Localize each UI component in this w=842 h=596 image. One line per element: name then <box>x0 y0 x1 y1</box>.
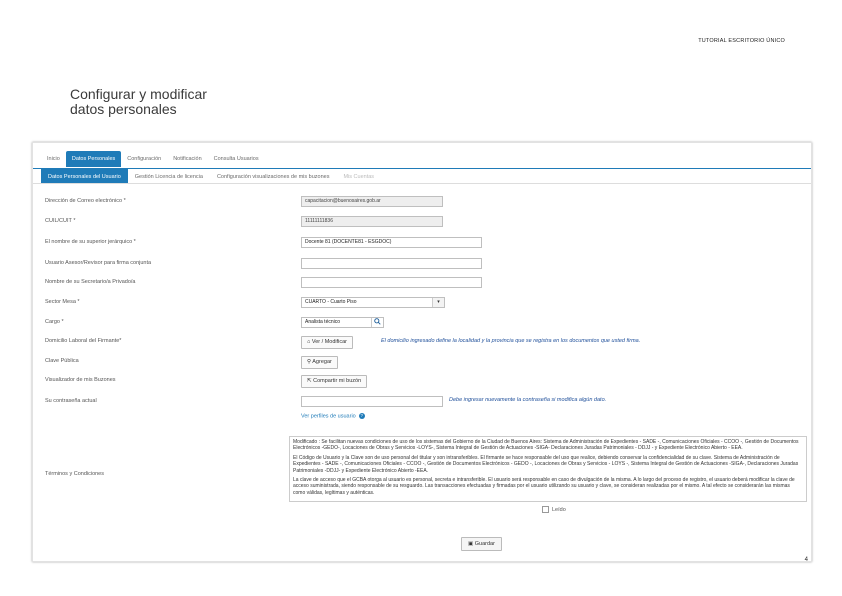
terms-paragraph-1: Modificado : Se facilitan nuevas condiciones de uso de los sistemas del Gobierno de la Ciudad de Buenos Aires: Sistema de Administración de Expedientes - SADE -, Comunicaciones Oficiales - CCOO -, Gestión de Documentos Electrónicos -GEDO-, Locaciones de Obras y Servicios -LOYS-, Sistema Integral de Gestión de Actuaciones -SIGA- Declaraciones Juradas Patrimoniales - DDJJ - y Expediente Electrónico Abierto - EEA. <box>293 439 799 452</box>
secondary-tab-1[interactable]: Gestión Licencia de licencia <box>134 174 203 180</box>
compartir-button-label: Compartir mi buzón <box>313 378 362 384</box>
superior-row <box>45 237 805 249</box>
superior-field[interactable]: Docente 81 (DOCENTE81 - ESGDOC) <box>301 237 482 248</box>
document-title-line1: Configurar y modificar <box>70 86 207 102</box>
page-number: 4 <box>804 557 808 563</box>
email-label: Dirección de Correo electrónico * <box>45 198 126 204</box>
terms-textarea[interactable] <box>289 436 807 502</box>
cuit-field[interactable]: 11111111836 <box>301 216 443 227</box>
read-checkbox[interactable] <box>542 506 549 513</box>
agregar-button-label: Agregar <box>312 359 332 365</box>
read-checkbox-group <box>542 506 566 513</box>
primary-tab-1[interactable]: Datos Personales <box>66 151 121 167</box>
domicilio-view-modify-button[interactable] <box>301 336 353 349</box>
usuario-label: Usuario Asesor/Revisor para firma conjunta <box>45 260 152 266</box>
document-header: TUTORIAL ESCRITORIO ÚNICO <box>698 38 785 44</box>
clave-row <box>45 356 805 368</box>
help-icon[interactable]: ? <box>360 413 363 418</box>
primary-tab-0[interactable]: Inicio <box>47 156 60 162</box>
compartir-buzon-button[interactable] <box>301 375 367 388</box>
sector-label: Sector Mesa * <box>45 299 80 305</box>
document-title-line2: datos personales <box>70 101 177 117</box>
terms-paragraph-3: La clave de acceso que el GCBA otorga al usuario es personal, secreta e intransferible. El usuario será responsable en caso de divulgación de la misma. A lo largo del proceso de registro, el usuario deberá modificar la clave de acceso suministrada, siendo responsable de su resguardo. Las transacciones efectuadas y firmadas por el usuario utilizando su usuario y clave, se consideran realizadas por el mismo. A tal efecto se considerarán las mismas como válidas, legítimas y auténticas. <box>293 477 795 496</box>
search-icon[interactable] <box>371 318 383 327</box>
buzones-label: Visualizador de mis Buzones <box>45 377 116 383</box>
email-field[interactable]: capacitacion@buenosaires.gob.ar <box>301 196 443 207</box>
domicilio-row <box>45 336 805 348</box>
terms-label: Términos y Condiciones <box>45 471 104 477</box>
terms-paragraph-2: El Código de Usuario y la Clave son de uso personal del titular y son intransferibles. El firmante se hace responsable del uso que realice, debiendo conservar la confidencialidad de su clave. Sistema de Administración de Expedientes - SADE -, Comunicaciones Oficiales - CCOO -, Gestión de Documentos Electrónicos - GEDO -, Locaciones de Obras y Servicios - LOYS -, Sistema Integral de Gestión de Actuaciones -SIGA-, Declaraciones Juradas Patrimoniales -DDJJ- y Expediente Electrónico Abierto -EEA. <box>293 454 799 474</box>
primary-tab-4[interactable]: Consulta Usuarios <box>213 156 259 162</box>
profile-link-row <box>45 413 805 425</box>
save-button-label: Guardar <box>474 541 495 547</box>
search-icon: ⚲ <box>307 359 312 365</box>
password-note: Debe ingresar nuevamente la contraseña si modifica algún dato. <box>449 397 607 403</box>
cargo-label: Cargo * <box>45 319 64 325</box>
primary-tab-3[interactable]: Notificación <box>173 156 202 162</box>
password-row <box>45 396 805 408</box>
superior-label: El nombre de su superior jerárquico * <box>45 239 136 245</box>
save-icon: ▣ <box>468 541 474 547</box>
password-field[interactable] <box>301 396 443 407</box>
secondary-tab-0[interactable]: Datos Personales del Usuario <box>41 169 128 183</box>
home-icon: ⌂ <box>307 339 311 345</box>
cargo-field[interactable] <box>301 317 384 328</box>
profile-link-text[interactable]: Ver perfiles de usuario <box>301 413 356 420</box>
domicilio-button-label: Ver / Modificar <box>311 339 348 345</box>
cargo-row <box>45 317 805 329</box>
app-screenshot-frame <box>32 142 812 562</box>
sector-row <box>45 297 805 309</box>
secondary-tab-3[interactable]: Mis Cuentas <box>343 174 375 180</box>
secondary-nav <box>33 168 811 184</box>
share-icon: ⇱ <box>307 378 312 384</box>
usuario-row <box>45 258 805 270</box>
agregar-clave-button[interactable] <box>301 356 338 369</box>
password-label: Su contraseña actual <box>45 398 97 404</box>
secretario-row <box>45 277 805 289</box>
cuit-label: CUIL/CUIT * <box>45 218 76 224</box>
usuario-field[interactable] <box>301 258 482 269</box>
read-checkbox-label: Leído <box>552 506 566 513</box>
domicilio-note: El domicilio ingresado define la localidad y la provincia que se registra en los documentos que usted firma. <box>381 338 641 344</box>
cargo-value: Analista técnico <box>305 319 341 325</box>
sector-selected-value: CUARTO - Cuarto Piso <box>305 299 357 305</box>
save-button[interactable] <box>461 537 502 551</box>
document-title <box>70 87 207 117</box>
chevron-down-icon[interactable]: ▾ <box>432 298 444 307</box>
domicilio-label: Domicilio Laboral del Firmante* <box>45 338 122 344</box>
cuit-row <box>45 216 805 228</box>
primary-tab-2[interactable]: Configuración <box>127 156 162 162</box>
secretario-field[interactable] <box>301 277 482 288</box>
secretario-label: Nombre de su Secretario/a Privado/a <box>45 279 136 285</box>
sector-select[interactable] <box>301 297 445 308</box>
secondary-tab-2[interactable]: Configuración visualizaciones de mis buzones <box>216 174 330 180</box>
email-row <box>45 196 805 208</box>
buzones-row <box>45 375 805 387</box>
clave-label: Clave Pública <box>45 358 79 364</box>
profile-link[interactable] <box>301 413 365 419</box>
primary-nav <box>41 151 265 167</box>
